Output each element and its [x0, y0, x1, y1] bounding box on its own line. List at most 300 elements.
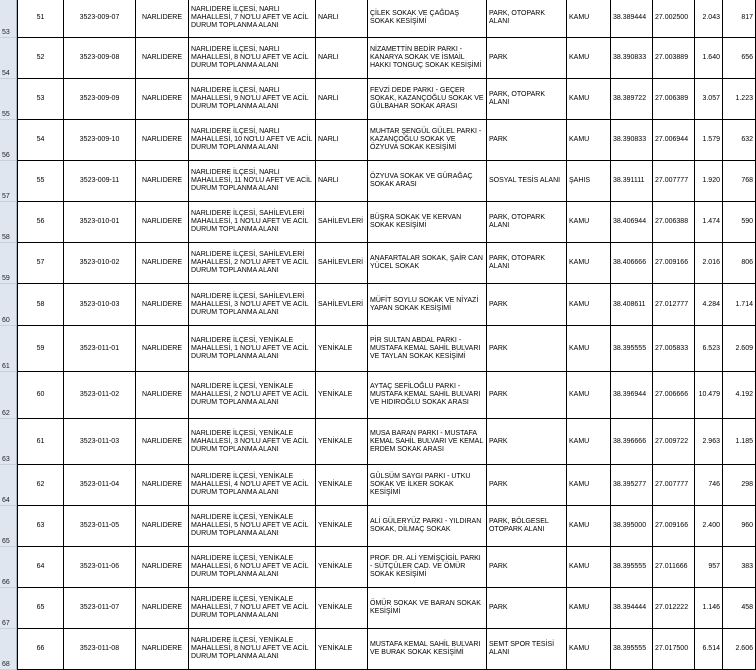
capacity-cell[interactable] [723, 161, 756, 202]
cell-text: 957 [708, 563, 720, 570]
description-cell[interactable] [189, 202, 316, 243]
cell-text: SAHİLEVLERİ [318, 300, 364, 308]
cell-text: 3523-011-01 [79, 344, 120, 352]
latitude-cell[interactable] [611, 547, 653, 588]
ownership-cell[interactable] [567, 284, 611, 326]
area-cell[interactable] [695, 588, 723, 629]
code-cell[interactable] [64, 419, 136, 465]
row-header[interactable] [0, 79, 17, 120]
ownership-cell[interactable] [567, 38, 611, 79]
cell-text: 817 [741, 14, 753, 21]
longitude-cell[interactable] [653, 372, 695, 419]
location-cell[interactable] [368, 202, 487, 243]
cell-text: 3523-011-05 [79, 522, 120, 529]
cell-text: 58 [36, 300, 45, 308]
cell-text: 27.007777 [655, 177, 689, 184]
cell-text: 3523-010-01 [79, 218, 120, 225]
area-cell[interactable] [695, 629, 723, 670]
district-cell[interactable] [136, 465, 189, 506]
area-type-cell[interactable] [487, 79, 567, 120]
district-cell[interactable] [136, 38, 189, 79]
cell-text: NARLIDERE İLÇESİ, NARLI MAHALLESİ, 10 NO'LU AFET VE ACİL DURUM TOPLANMA ALANI [191, 128, 313, 151]
cell-text: YENİKALE [318, 522, 353, 529]
area-type-cell[interactable] [487, 326, 567, 372]
ownership-cell[interactable] [567, 419, 611, 465]
description-cell[interactable] [189, 38, 316, 79]
location-cell[interactable] [368, 38, 487, 79]
area-cell[interactable] [695, 506, 723, 547]
location-cell[interactable] [368, 120, 487, 161]
capacity-cell[interactable] [723, 79, 756, 120]
ownership-cell[interactable] [567, 465, 611, 506]
location-cell[interactable] [368, 629, 487, 670]
cell-text: KAMU [569, 522, 590, 529]
cell-text: 632 [741, 136, 753, 143]
row-number-cell[interactable] [17, 120, 64, 161]
code-cell[interactable] [64, 0, 136, 38]
cell-text: 746 [708, 481, 720, 488]
code-cell[interactable] [64, 79, 136, 120]
latitude-cell[interactable] [611, 465, 653, 506]
code-cell[interactable] [64, 161, 136, 202]
latitude-cell[interactable] [611, 326, 653, 372]
neighborhood-cell[interactable] [316, 120, 368, 161]
cell-text: KAMU [569, 54, 590, 61]
cell-text: PROF. DR. ALİ YEMİŞÇİGİL PARKI - SÜTÇÜLER CAD. VE ÖMÜR SOKAK KESİŞİMİ [370, 555, 481, 578]
cell-text: 60 [36, 391, 45, 398]
area-cell[interactable] [695, 547, 723, 588]
neighborhood-cell[interactable] [316, 202, 368, 243]
cell-text: 27.006389 [655, 95, 689, 102]
capacity-cell[interactable] [723, 0, 756, 38]
neighborhood-cell[interactable] [316, 465, 368, 506]
neighborhood-cell[interactable] [316, 629, 368, 670]
capacity-cell[interactable] [723, 326, 756, 372]
code-cell[interactable] [64, 465, 136, 506]
area-cell[interactable] [695, 419, 723, 465]
district-cell[interactable] [136, 120, 189, 161]
row-number-cell[interactable] [17, 243, 64, 284]
district-cell[interactable] [136, 202, 189, 243]
cell-text: AYTAÇ SEFİLOĞLU PARKI - MUSTAFA KEMAL SAHİL BULVARI VE HIDIROĞLU SOKAK ARASI [370, 383, 481, 406]
ownership-cell[interactable] [567, 547, 611, 588]
area-cell[interactable] [695, 243, 723, 284]
area-cell[interactable] [695, 161, 723, 202]
location-cell[interactable] [368, 547, 487, 588]
cell-text: 2.963 [702, 437, 720, 445]
location-cell[interactable] [368, 588, 487, 629]
longitude-cell[interactable] [653, 0, 695, 38]
area-type-cell[interactable] [487, 588, 567, 629]
table-row [17, 465, 756, 506]
longitude-cell[interactable] [653, 506, 695, 547]
latitude-cell[interactable] [611, 79, 653, 120]
longitude-cell[interactable] [653, 547, 695, 588]
location-cell[interactable] [368, 465, 487, 506]
area-type-cell[interactable] [487, 629, 567, 670]
capacity-cell[interactable] [723, 372, 756, 419]
area-cell[interactable] [695, 0, 723, 38]
latitude-cell[interactable] [611, 120, 653, 161]
longitude-cell[interactable] [653, 38, 695, 79]
neighborhood-cell[interactable] [316, 326, 368, 372]
cell-text: NARLIDERE [141, 563, 183, 570]
area-cell[interactable] [695, 284, 723, 326]
description-cell[interactable] [189, 120, 316, 161]
district-cell[interactable] [136, 629, 189, 670]
cell-text: 27.012777 [655, 300, 689, 308]
table-row [17, 588, 756, 629]
area-type-cell[interactable] [487, 38, 567, 79]
cell-text: KAMU [569, 437, 590, 445]
district-cell[interactable] [136, 284, 189, 326]
code-cell[interactable] [64, 547, 136, 588]
cell-text: 62 [36, 481, 45, 488]
area-type-cell[interactable] [487, 284, 567, 326]
cell-text: NARLI [318, 136, 339, 143]
description-cell[interactable] [189, 243, 316, 284]
cell-text: PARK [489, 300, 508, 308]
cell-text: 1.185 [735, 437, 753, 445]
cell-text: 53 [36, 95, 45, 102]
row-header[interactable] [0, 120, 17, 161]
cell-text: 656 [741, 54, 753, 61]
latitude-cell[interactable] [611, 284, 653, 326]
district-cell[interactable] [136, 79, 189, 120]
latitude-cell[interactable] [611, 588, 653, 629]
cell-text: SEMT SPOR TESİSİ ALANI [489, 641, 555, 656]
code-cell[interactable] [64, 506, 136, 547]
capacity-cell[interactable] [723, 243, 756, 284]
area-cell[interactable] [695, 202, 723, 243]
neighborhood-cell[interactable] [316, 161, 368, 202]
cell-text: PARK [489, 481, 508, 488]
capacity-cell[interactable] [723, 38, 756, 79]
row-header[interactable] [0, 284, 17, 326]
row-header-label: 55 [2, 111, 10, 118]
description-cell[interactable] [189, 284, 316, 326]
district-cell[interactable] [136, 547, 189, 588]
description-cell[interactable] [189, 372, 316, 419]
ownership-cell[interactable] [567, 372, 611, 419]
row-header-label: 60 [2, 317, 10, 324]
district-cell[interactable] [136, 326, 189, 372]
district-cell[interactable] [136, 372, 189, 419]
neighborhood-cell[interactable] [316, 419, 368, 465]
row-number-cell[interactable] [17, 38, 64, 79]
cell-text: NARLI [318, 95, 339, 102]
description-cell[interactable] [189, 547, 316, 588]
latitude-cell[interactable] [611, 372, 653, 419]
cell-text: NARLIDERE İLÇESİ, YENİKALE MAHALLESİ, 8 NO'LU AFET VE ACİL DURUM TOPLANMA ALANI [191, 637, 309, 660]
capacity-cell[interactable] [723, 506, 756, 547]
area-type-cell[interactable] [487, 465, 567, 506]
row-header[interactable] [0, 547, 17, 588]
neighborhood-cell[interactable] [316, 372, 368, 419]
cell-text: 54 [36, 136, 45, 143]
cell-text: PİR SULTAN ABDAL PARKI - MUSTAFA KEMAL SAHİL BULVARI VE TAYLAN SOKAK KESİŞİMİ [370, 336, 481, 360]
location-cell[interactable] [368, 506, 487, 547]
cell-text: NARLIDERE İLÇESİ, NARLI MAHALLESİ, 11 NO'LU AFET VE ACİL DURUM TOPLANMA ALANI [191, 169, 312, 192]
description-cell[interactable] [189, 588, 316, 629]
cell-text: MUSA BARAN PARKI - MUSTAFA KEMAL SAHİL BULVARI VE KEMAL ERDEM SOKAK ARASI [370, 429, 483, 453]
cell-text: PARK, BÖLGESEL OTOPARK ALANI [489, 518, 549, 533]
code-cell[interactable] [64, 588, 136, 629]
area-cell[interactable] [695, 372, 723, 419]
location-cell[interactable] [368, 0, 487, 38]
capacity-cell[interactable] [723, 465, 756, 506]
table-row [17, 38, 756, 79]
cell-text: NARLIDERE İLÇESİ, YENİKALE MAHALLESİ, 4 NO'LU AFET VE ACİL DURUM TOPLANMA ALANI [191, 473, 309, 496]
cell-text: NARLIDERE [141, 481, 183, 488]
neighborhood-cell[interactable] [316, 284, 368, 326]
code-cell[interactable] [64, 202, 136, 243]
cell-text: YENİKALE [318, 481, 353, 488]
row-number-cell[interactable] [17, 588, 64, 629]
cell-text: 56 [36, 218, 45, 225]
cell-text: 63 [36, 522, 45, 529]
capacity-cell[interactable] [723, 120, 756, 161]
ownership-cell[interactable] [567, 79, 611, 120]
row-header[interactable] [0, 465, 17, 506]
location-cell[interactable] [368, 419, 487, 465]
capacity-cell[interactable] [723, 284, 756, 326]
cell-text: NARLIDERE [141, 54, 183, 61]
cell-text: NARLIDERE İLÇESİ, YENİKALE MAHALLESİ, 5 NO'LU AFET VE ACİL DURUM TOPLANMA ALANI [191, 514, 309, 537]
cell-text: MUSTAFA KEMAL SAHİL BULVARI VE BURAK SOKAK KESİŞİMİ [370, 641, 481, 656]
cell-text: NARLIDERE [141, 604, 183, 611]
row-header[interactable] [0, 419, 17, 465]
cell-text: 38.395555 [613, 344, 647, 352]
row-number-cell[interactable] [17, 202, 64, 243]
ownership-cell[interactable] [567, 0, 611, 38]
cell-text: 38.391111 [613, 177, 645, 184]
cell-text: 38.408611 [613, 300, 646, 308]
row-header[interactable] [0, 506, 17, 547]
capacity-cell[interactable] [723, 588, 756, 629]
description-cell[interactable] [189, 326, 316, 372]
description-cell[interactable] [189, 0, 316, 38]
latitude-cell[interactable] [611, 243, 653, 284]
row-number-cell[interactable] [17, 372, 64, 419]
neighborhood-cell[interactable] [316, 547, 368, 588]
district-cell[interactable] [136, 243, 189, 284]
cell-text: NARLIDERE İLÇESİ, YENİKALE MAHALLESİ, 2 NO'LU AFET VE ACİL DURUM TOPLANMA ALANI [191, 383, 309, 406]
cell-text: 1.474 [702, 218, 720, 225]
area-type-cell[interactable] [487, 243, 567, 284]
latitude-cell[interactable] [611, 629, 653, 670]
longitude-cell[interactable] [653, 120, 695, 161]
cell-text: KAMU [569, 218, 590, 225]
cell-text: 38.395555 [613, 563, 647, 570]
row-header[interactable] [0, 161, 17, 202]
area-type-cell[interactable] [487, 161, 567, 202]
location-cell[interactable] [368, 161, 487, 202]
neighborhood-cell[interactable] [316, 506, 368, 547]
code-cell[interactable] [64, 629, 136, 670]
longitude-cell[interactable] [653, 326, 695, 372]
table-row [17, 506, 756, 547]
latitude-cell[interactable] [611, 419, 653, 465]
row-number-cell[interactable] [17, 161, 64, 202]
row-header-label: 64 [2, 497, 10, 504]
latitude-cell[interactable] [611, 506, 653, 547]
cell-text: NARLIDERE İLÇESİ, YENİKALE MAHALLESİ, 7 NO'LU AFET VE ACİL DURUM TOPLANMA ALANI [191, 596, 309, 619]
row-header[interactable] [0, 326, 17, 372]
location-cell[interactable] [368, 326, 487, 372]
cell-text: 27.005833 [655, 344, 689, 352]
code-cell[interactable] [64, 243, 136, 284]
row-header[interactable] [0, 38, 17, 79]
code-cell[interactable] [64, 326, 136, 372]
description-cell[interactable] [189, 419, 316, 465]
cell-text: PARK, OTOPARK ALANI [489, 91, 546, 106]
longitude-cell[interactable] [653, 629, 695, 670]
capacity-cell[interactable] [723, 629, 756, 670]
cell-text: 10.479 [698, 391, 720, 398]
area-type-cell[interactable] [487, 506, 567, 547]
cell-text: 66 [36, 645, 45, 652]
ownership-cell[interactable] [567, 588, 611, 629]
area-cell[interactable] [695, 38, 723, 79]
district-cell[interactable] [136, 161, 189, 202]
area-type-cell[interactable] [487, 120, 567, 161]
cell-text: NARLIDERE İLÇESİ, SAHİLEVLERİ MAHALLESİ, 2 NO'LU AFET VE ACİL DURUM TOPLANMA ALANI [191, 251, 309, 274]
cell-text: 38.395000 [613, 522, 647, 529]
row-number-cell[interactable] [17, 506, 64, 547]
longitude-cell[interactable] [653, 243, 695, 284]
area-cell[interactable] [695, 465, 723, 506]
row-number-cell[interactable] [17, 547, 64, 588]
row-number-cell[interactable] [17, 326, 64, 372]
code-cell[interactable] [64, 372, 136, 419]
row-number-cell[interactable] [17, 79, 64, 120]
cell-text: 3523-011-08 [79, 645, 120, 652]
row-header[interactable] [0, 202, 17, 243]
cell-text: NARLIDERE [141, 95, 183, 102]
location-cell[interactable] [368, 243, 487, 284]
longitude-cell[interactable] [653, 419, 695, 465]
cell-text: ÇİLEK SOKAK VE ÇAĞDAŞ SOKAK KESİŞİMİ [370, 10, 460, 25]
location-cell[interactable] [368, 372, 487, 419]
ownership-cell[interactable] [567, 326, 611, 372]
district-cell[interactable] [136, 419, 189, 465]
cell-text: 2.400 [702, 522, 720, 529]
row-header[interactable] [0, 0, 17, 38]
cell-text: 38.396944 [613, 391, 647, 398]
ownership-cell[interactable] [567, 506, 611, 547]
row-header-label: 68 [2, 661, 10, 668]
latitude-cell[interactable] [611, 38, 653, 79]
area-type-cell[interactable] [487, 419, 567, 465]
cell-text: 1.714 [735, 300, 753, 308]
cell-text: 768 [741, 177, 753, 184]
area-cell[interactable] [695, 326, 723, 372]
table-row [17, 0, 756, 38]
row-header[interactable] [0, 243, 17, 284]
ownership-cell[interactable] [567, 243, 611, 284]
ownership-cell[interactable] [567, 629, 611, 670]
latitude-cell[interactable] [611, 0, 653, 38]
cell-text: SAHİLEVLERİ [318, 218, 364, 225]
cell-text: NARLIDERE [141, 259, 183, 266]
longitude-cell[interactable] [653, 588, 695, 629]
table-row [17, 547, 756, 588]
neighborhood-cell[interactable] [316, 0, 368, 38]
area-type-cell[interactable] [487, 202, 567, 243]
cell-text: NARLIDERE [141, 437, 183, 445]
capacity-cell[interactable] [723, 547, 756, 588]
area-type-cell[interactable] [487, 372, 567, 419]
cell-text: NARLIDERE [141, 300, 183, 308]
code-cell[interactable] [64, 38, 136, 79]
description-cell[interactable] [189, 161, 316, 202]
description-cell[interactable] [189, 506, 316, 547]
capacity-cell[interactable] [723, 202, 756, 243]
longitude-cell[interactable] [653, 465, 695, 506]
cell-text: 2.606 [735, 645, 753, 652]
longitude-cell[interactable] [653, 284, 695, 326]
cell-text: 38.390833 [613, 54, 647, 61]
ownership-cell[interactable] [567, 202, 611, 243]
capacity-cell[interactable] [723, 419, 756, 465]
ownership-cell[interactable] [567, 161, 611, 202]
location-cell[interactable] [368, 284, 487, 326]
cell-text: 458 [741, 604, 753, 611]
row-number-cell[interactable] [17, 465, 64, 506]
description-cell[interactable] [189, 465, 316, 506]
district-cell[interactable] [136, 506, 189, 547]
latitude-cell[interactable] [611, 161, 653, 202]
neighborhood-cell[interactable] [316, 79, 368, 120]
longitude-cell[interactable] [653, 161, 695, 202]
row-number-cell[interactable] [17, 419, 64, 465]
district-cell[interactable] [136, 0, 189, 38]
cell-text: PARK [489, 437, 508, 445]
description-cell[interactable] [189, 629, 316, 670]
row-header[interactable] [0, 629, 17, 670]
cell-text: 51 [36, 14, 45, 21]
row-header[interactable] [0, 372, 17, 419]
cell-text: 1.640 [702, 54, 720, 61]
code-cell[interactable] [64, 120, 136, 161]
area-type-cell[interactable] [487, 0, 567, 38]
code-cell[interactable] [64, 284, 136, 326]
cell-text: ALİ GÜLERYÜZ PARKI - YILDIRAN SOKAK, DİLMAÇ SOKAK [370, 518, 482, 533]
latitude-cell[interactable] [611, 202, 653, 243]
location-cell[interactable] [368, 79, 487, 120]
longitude-cell[interactable] [653, 79, 695, 120]
neighborhood-cell[interactable] [316, 38, 368, 79]
ownership-cell[interactable] [567, 120, 611, 161]
row-header[interactable] [0, 588, 17, 629]
longitude-cell[interactable] [653, 202, 695, 243]
cell-text: KAMU [569, 344, 590, 352]
neighborhood-cell[interactable] [316, 243, 368, 284]
description-cell[interactable] [189, 79, 316, 120]
row-number-cell[interactable] [17, 284, 64, 326]
cell-text: 38.389722 [613, 95, 647, 102]
row-number-cell[interactable] [17, 629, 64, 670]
area-cell[interactable] [695, 79, 723, 120]
area-type-cell[interactable] [487, 547, 567, 588]
district-cell[interactable] [136, 588, 189, 629]
area-cell[interactable] [695, 120, 723, 161]
cell-text: 4.192 [735, 391, 753, 398]
row-number-cell[interactable] [17, 0, 64, 38]
neighborhood-cell[interactable] [316, 588, 368, 629]
row-header-label: 65 [2, 538, 10, 545]
